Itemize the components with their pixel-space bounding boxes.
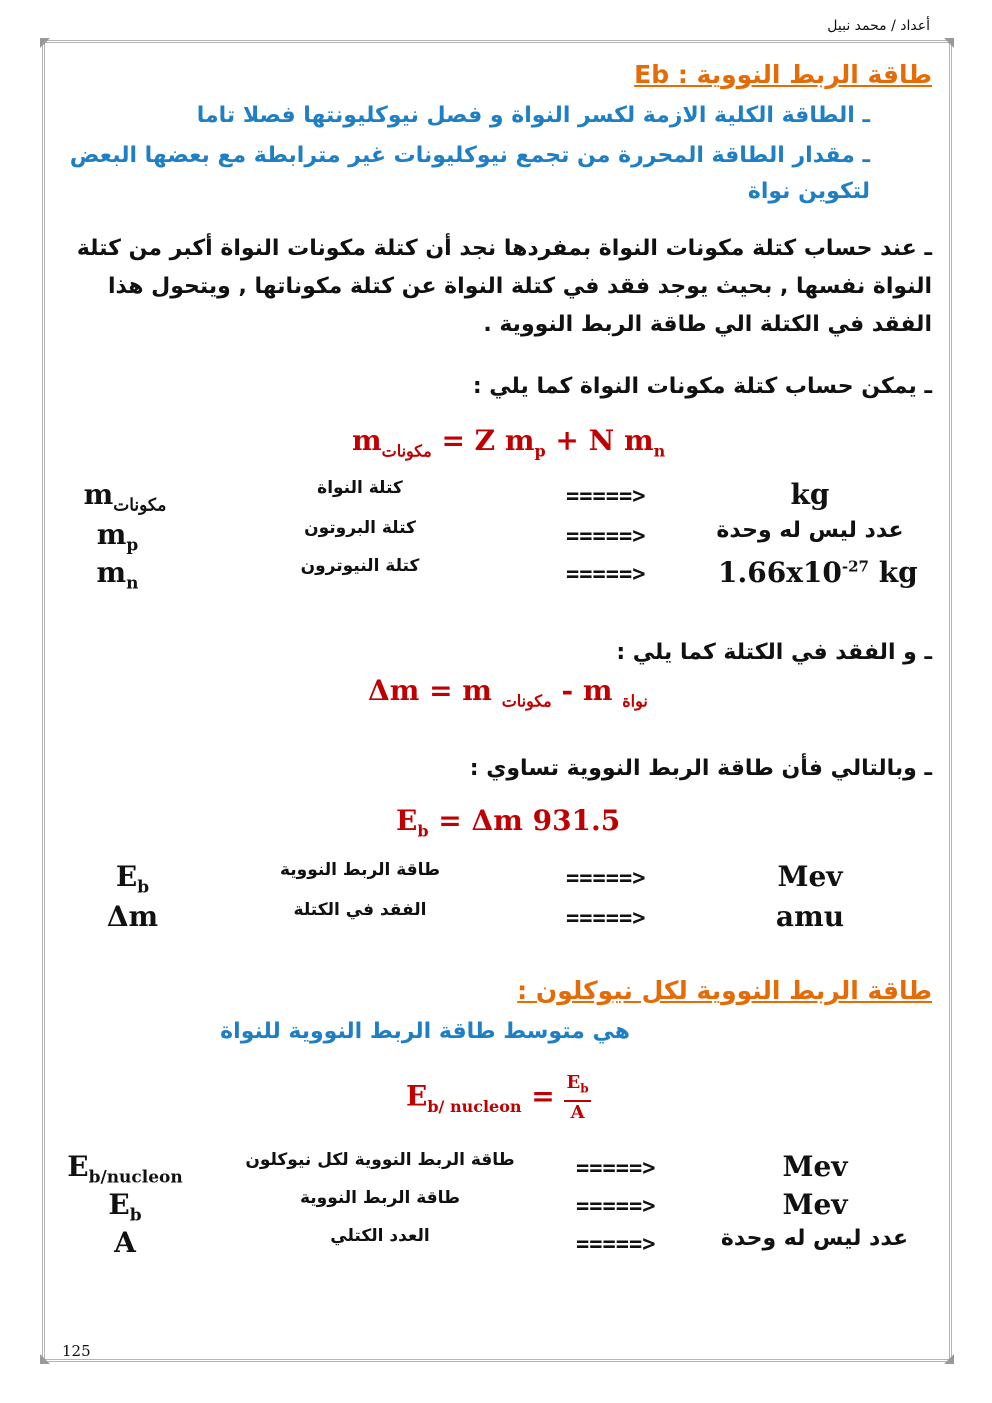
unit-neutron-mass-value: $1.66x10^{-27}$ kg [718,556,918,589]
formula-mass-loss: Δm = m $_{مكونات}$ - m $_{نواة}$ [368,674,648,711]
unit-mev: Mev [782,1188,848,1221]
arrow: =====> [566,484,646,509]
frame-corner [40,1354,50,1364]
symbol-m-components: $m_{مكونات}$ [83,478,167,516]
arrow: =====> [566,524,646,549]
desc-binding-energy-per-nucleon: طاقة الربط النووية لكل نيوكلون [245,1150,515,1170]
arrow: =====> [576,1232,656,1257]
definition-per-nucleon: هي متوسط طاقة الربط النووية للنواة [220,1019,630,1044]
arrow: =====> [576,1156,656,1181]
unit-dimensionless: عدد ليس له وحدة [716,518,904,543]
paragraph-binding-energy: ـ وبالتالي فأن طاقة الربط النووية تساوي : [469,756,932,781]
section-title-per-nucleon: طاقة الربط النووية لكل نيوكلون : [517,976,932,1005]
symbol-mn: $m_n$ [96,556,139,594]
unit-kg: kg [790,478,830,511]
desc-binding-energy: طاقة الربط النووية [299,1188,461,1208]
desc-binding-energy: طاقة الربط النووية [279,860,441,880]
unit-dimensionless: عدد ليس له وحدة [720,1226,909,1251]
definition-2: ـ مقدار الطاقة المحررة من تجمع نيوكليونات غير مترابطة مع بعضها البعض لتكوين نواة [69,143,870,204]
frame-corner [944,38,954,48]
fraction: $\frac{E_b}{A}$ [566,1072,589,1123]
symbol-eb-nucleon: $E_{b/nucleon}$ [67,1150,183,1188]
symbol-eb: $E_b$ [108,1188,142,1226]
formula-binding-energy: $E_b = \Delta m$ 931.5 [396,804,621,841]
arrow: =====> [576,1194,656,1219]
page-number: 125 [62,1342,91,1360]
arrow: =====> [566,562,646,587]
symbol-a: A [114,1226,136,1259]
desc-neutron-mass: كتلة النيوترون [300,556,420,576]
frame-corner [40,38,50,48]
symbol-eb: $E_b$ [115,860,150,898]
arrow: =====> [566,906,646,931]
desc-nucleus-mass: كتلة النواة [317,478,403,498]
unit-mev: Mev [782,1150,848,1183]
frame-corner [944,1354,954,1364]
paragraph-mass-explanation: ـ عند حساب كتلة مكونات النواة بمفردها نجد أن كتلة مكونات النواة أكبر من كتلة النواة نفسها , بحيث يوجد فقد في كتلة النواة عن كتلة مكوناتها , ويتحول هذا الفقد في الكتلة الي طاقة الربط النووية . [76,236,932,337]
arrow: =====> [566,866,646,891]
paragraph-mass-loss: ـ و الفقد في الكتلة كما يلي : [616,640,932,665]
symbol-delta-m: Δm [106,900,159,933]
formula-components-mass: $m_{مكونات} = Z$ $m_p + N$ $m_n$ [352,424,666,461]
symbol-mp: $m_p$ [96,518,139,556]
author-credit: أعداد / محمد نبيل [827,18,930,34]
desc-proton-mass: كتلة البروتون [304,518,416,538]
desc-mass-number: العدد الكتلي [330,1226,430,1246]
section-title-binding-energy: طاقة الربط النووية : Eb [634,60,932,89]
definition-1: ـ الطاقة الكلية الازمة لكسر النواة و فصل نيوكليونتها فصلا تاما [196,103,870,128]
formula-per-nucleon: $E_{b/ nucleon}$ = $\frac{E_b}{A}$ [406,1072,589,1123]
unit-amu: amu [775,900,845,933]
paragraph-mass-calc: ـ يمكن حساب كتلة مكونات النواة كما يلي : [472,374,932,399]
desc-mass-loss: الفقد في الكتلة [293,900,427,920]
unit-mev: Mev [777,860,843,893]
